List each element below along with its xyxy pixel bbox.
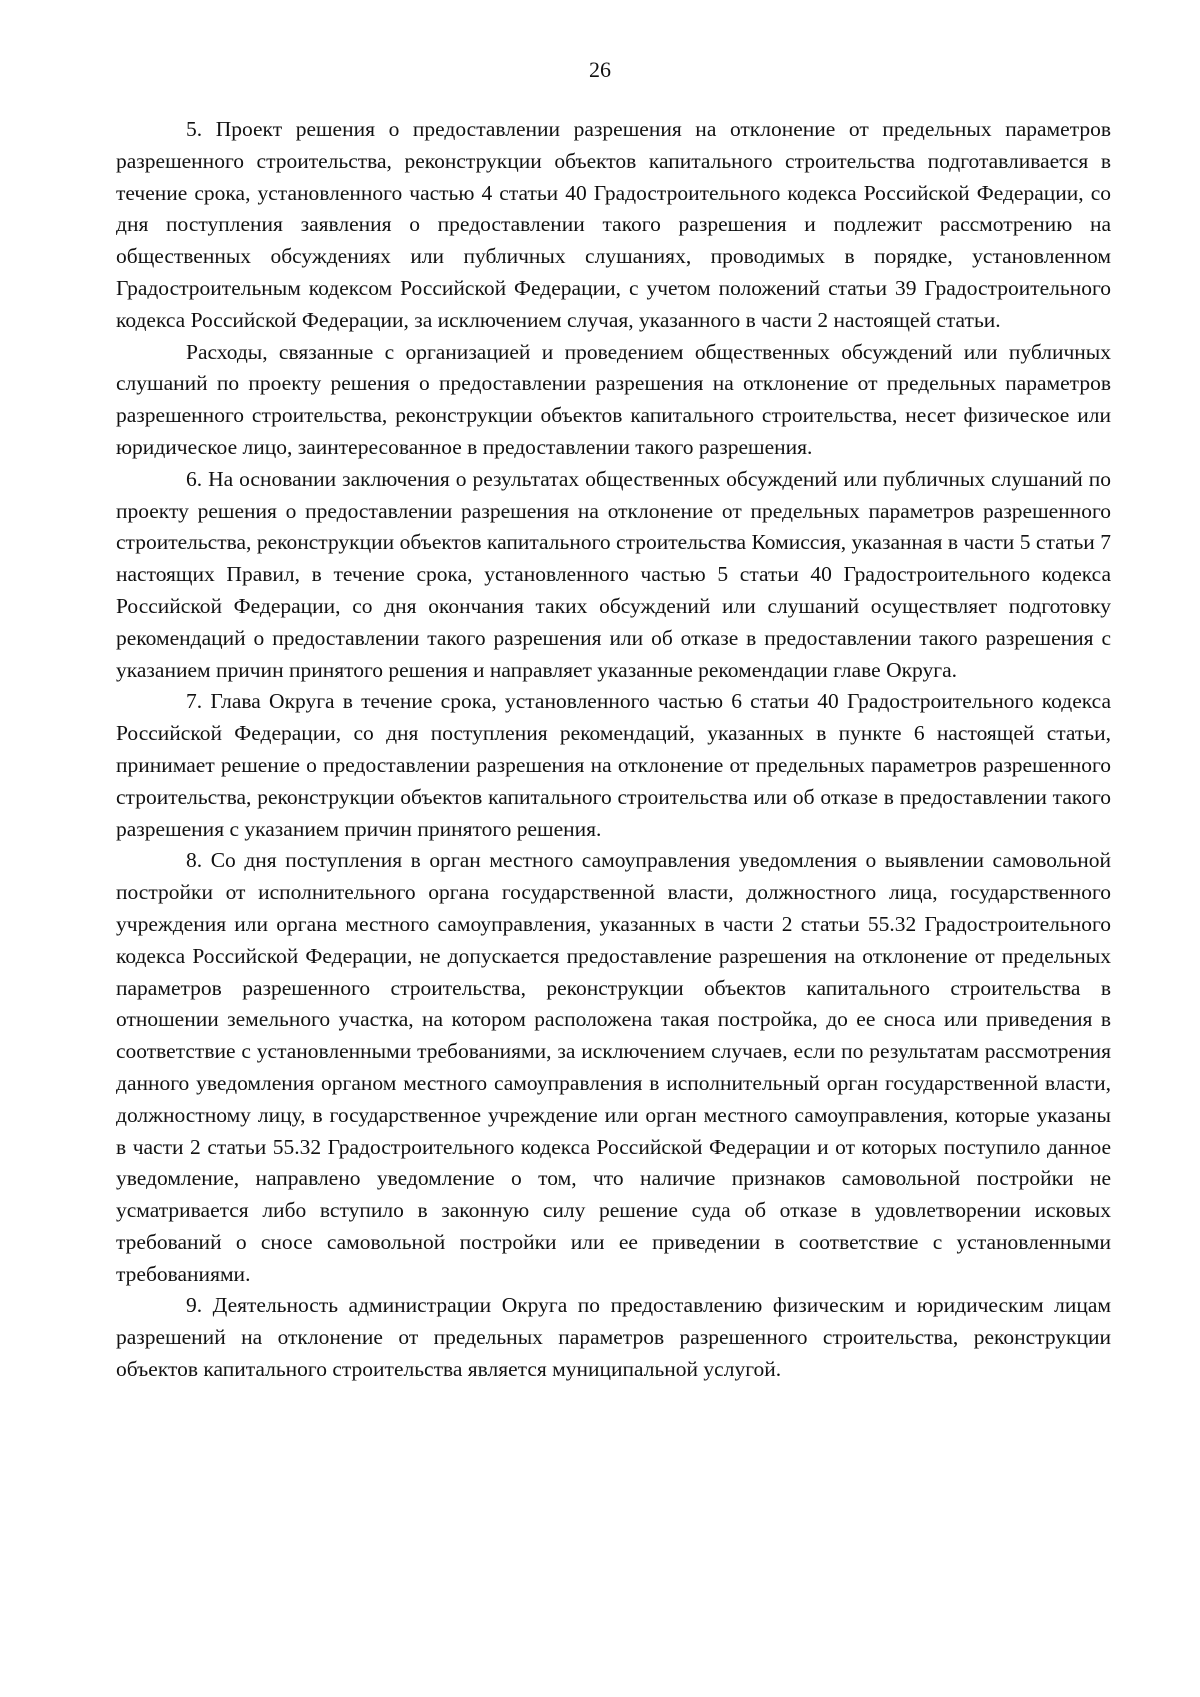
paragraph-item-6: 6. На основании заключения о результатах общественных обсуждений или публичных слушаний по проекту решения о предоставлении разрешения на отклонение от предельных параметров разрешенного строительства, реконструкции объектов капитального строительства Комиссия, указанная в части 5 статьи 7 настоящих Правил, в течение срока, установленного частью 5 статьи 40 Градостроительного кодекса Российской Федерации, со дня окончания таких обсуждений или слушаний осуществляет подготовку рекомендаций о предоставлении такого разрешения или об отказе в предоставлении такого разрешения с указанием причин принятого решения и направляет указанные рекомендации главе Округа. <box>116 466 1111 682</box>
paragraph-item-8: 8. Со дня поступления в орган местного самоуправления уведомления о выявлении самовольной постройки от исполнительного органа государственной власти, должностного лица, государственного учреждения или органа местного самоуправления, указанных в части 2 статьи 55.32 Градостроительного кодекса Российской Федерации, не допускается предоставление разрешения на отклонение от предельных параметров разрешенного строительства, реконструкции объектов капитального строительства в отношении земельного участка, на котором расположена такая постройка, до ее сноса или приведения в соответствие с установленными требованиями, за исключением случаев, если по результатам рассмотрения данного уведомления органом местного самоуправления в исполнительный орган государственной власти, должностному лицу, в государственное учреждение или орган местного самоуправления, которые указаны в части 2 статьи 55.32 Градостроительного кодекса Российской Федерации и от которых поступило данное уведомление, направлено уведомление о том, что наличие признаков самовольной постройки не усматривается либо вступило в законную силу решение суда об отказе в удовлетворении исковых требований о сносе самовольной постройки или ее приведении в соответствие с установленными требованиями. <box>116 848 1111 1286</box>
paragraph-expenses: Расходы, связанные с организацией и проведением общественных обсуждений или публичных слушаний по проекту решения о предоставлении разрешения на отклонение от предельных параметров разрешенного строительства, реконструкции объектов капитального строительства, несет физическое или юридическое лицо, заинтересованное в предоставлении такого разрешения. <box>116 339 1111 459</box>
paragraph-item-5: 5. Проект решения о предоставлении разрешения на отклонение от предельных параметров разрешенного строительства, реконструкции объектов капитального строительства подготавливается в течение срока, установленного частью 4 статьи 40 Градостроительного кодекса Российской Федерации, со дня поступления заявления о предоставлении такого разрешения и подлежит рассмотрению на общественных обсуждениях или публичных слушаниях, проводимых в порядке, установленном Градостроительным кодексом Российской Федерации, с учетом положений статьи 39 Градостроительного кодекса Российской Федерации, за исключением случая, указанного в части 2 настоящей статьи. <box>116 117 1111 332</box>
page-number: 26 <box>589 57 611 82</box>
paragraph-item-9: 9. Деятельность администрации Округа по предоставлению физическим и юридическим лицам разрешений на отклонение от предельных параметров разрешенного строительства, реконструкции объектов капитального строительства является муниципальной услугой. <box>116 1293 1111 1382</box>
document-body <box>116 114 1111 1386</box>
paragraph-item-7: 7. Глава Округа в течение срока, установленного частью 6 статьи 40 Градостроительного кодекса Российской Федерации, со дня поступления рекомендаций, указанных в пункте 6 настоящей статьи, принимает решение о предоставлении разрешения на отклонение от предельных параметров разрешенного строительства, реконструкции объектов капитального строительства или об отказе в предоставлении такого разрешения с указанием причин принятого решения. <box>116 689 1111 841</box>
